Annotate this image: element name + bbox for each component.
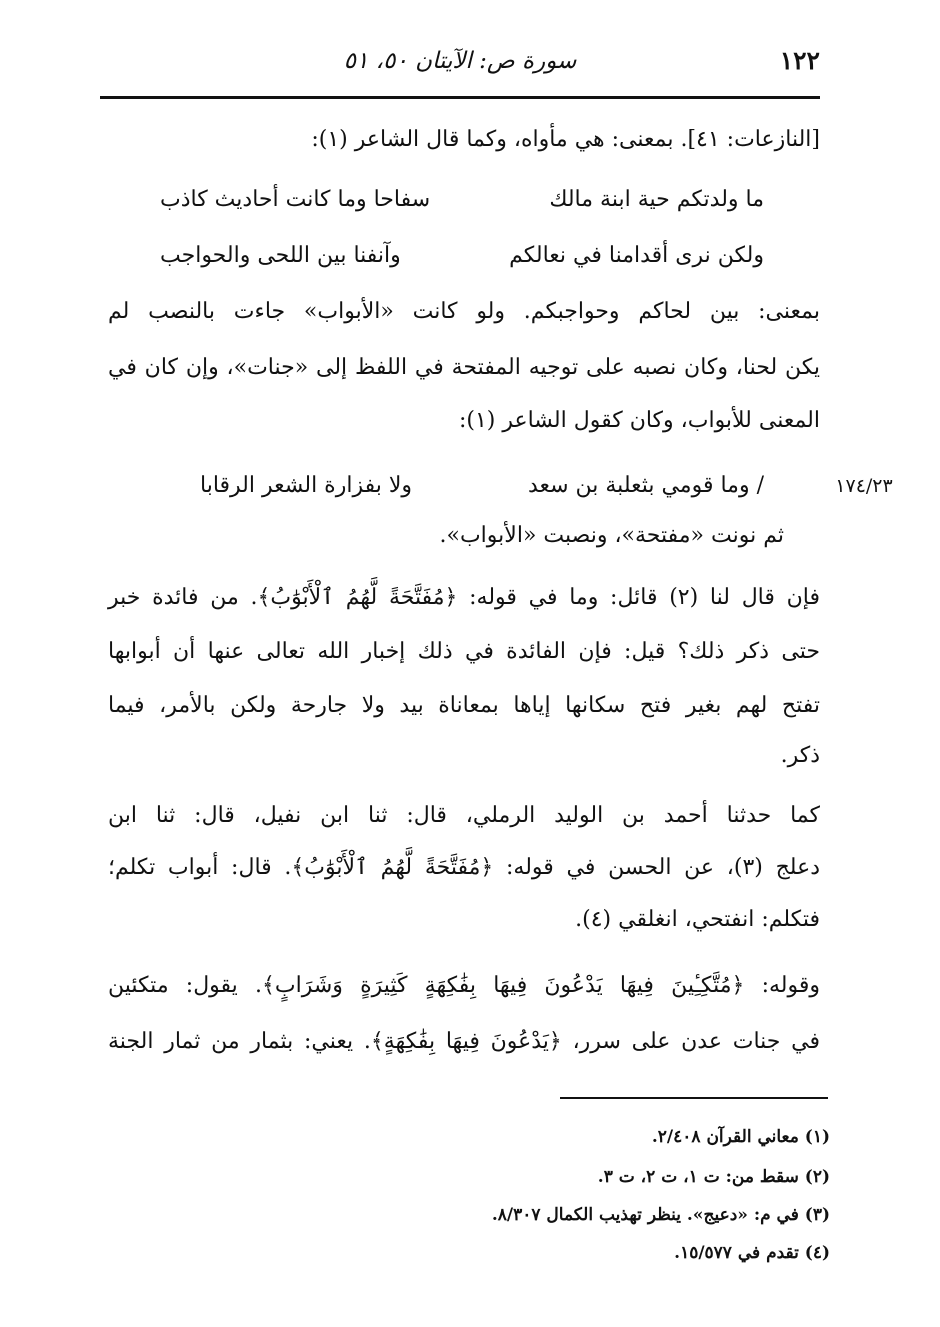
verse-hemistich-first: ولكن نرى أقدامنا في نعالكم xyxy=(509,243,764,268)
footnote: (٤) تقدم في ١٥/٥٧٧. xyxy=(674,1243,830,1263)
text-line: يكن لحنا، وكان نصبه على توجيه المفتحة في اللفظ إلى «جنات»، وإن كان في xyxy=(108,355,820,380)
text-line: [النازعات: ٤١]. بمعنى: هي مأواه، وكما قال الشاعر (١): xyxy=(311,127,820,152)
verse-hemistich-first: ما ولدتكم حية ابنة مالك xyxy=(549,187,764,212)
page-header xyxy=(100,46,820,86)
footnote: (٣) في م: «دعيج». ينظر تهذيب الكمال ٨/٣٠٧. xyxy=(491,1205,830,1225)
text-line: تفتح لهم بغير فتح سكانها إياها بمعاناة بيد ولا جارحة ولكن بالأمر، فيما xyxy=(108,693,820,718)
text-line: وقوله: ﴿مُتَّكِـِٔينَ فِيهَا يَدْعُونَ فِيهَا بِفَٰكِهَةٍ كَثِيرَةٍ وَشَرَابٍ﴾. يقول: متكئين xyxy=(108,973,820,998)
header-rule xyxy=(100,96,820,99)
text-line: فتكلم: انفتحي، انغلقي (٤). xyxy=(575,907,820,932)
margin-reference: ١٧٤/٢٣ xyxy=(835,475,893,497)
footnote: (٢) سقط من: ت ١، ت ٢، ت ٣. xyxy=(597,1167,830,1187)
text-line: ذكر. xyxy=(780,743,820,768)
text-line: حتى ذكر ذلك؟ قيل: فإن الفائدة في ذلك إخبار الله تعالى عنها أن أبوابها xyxy=(108,639,820,664)
text-line: دعلج (٣)، عن الحسن في قوله: ﴿مُفَتَّحَةً لَّهُمُ ٱلْأَبْوَٰبُ﴾. قال: أبواب تكلم؛ xyxy=(108,855,821,880)
text-line: فإن قال لنا (٢) قائل: وما في قوله: ﴿مُفَتَّحَةً لَّهُمُ ٱلْأَبْوَٰبُ﴾. من فائدة خبر xyxy=(108,585,820,610)
footnote: (١) معاني القرآن ٢/٤٠٨. xyxy=(651,1127,830,1147)
text-line: بمعنى: بين لحاكم وحواجبكم. ولو كانت «الأبواب» جاءت بالنصب لم xyxy=(108,299,820,324)
verse-hemistich-second: ولا بفزارة الشعر الرقابا xyxy=(200,473,412,498)
text-line: كما حدثنا أحمد بن الوليد الرملي، قال: ثنا ابن نفيل، قال: ثنا ابن xyxy=(108,803,820,828)
verse-hemistich-second: سفاحا وما كانت أحاديث كاذب xyxy=(160,187,431,212)
verse-hemistich-second: وآنفنا بين اللحى والحواجب xyxy=(160,243,401,268)
text-line: ثم نونت «مفتحة»، ونصبت «الأبواب». xyxy=(439,523,784,548)
text-line: في جنات عدن على سرر، ﴿يَدْعُونَ فِيهَا بِفَٰكِهَةٍ﴾. يعني: بثمار من ثمار الجنة xyxy=(108,1029,820,1054)
running-title: سورة ص: الآيتان ٥٠، ٥١ xyxy=(343,48,577,74)
text-line: المعنى للأبواب، وكان كقول الشاعر (١): xyxy=(458,408,820,433)
footnote-rule xyxy=(560,1097,828,1099)
verse-hemistich-first: / وما قومي بثعلبة بن سعد xyxy=(527,473,764,498)
page-number: ١٢٢ xyxy=(779,46,820,75)
